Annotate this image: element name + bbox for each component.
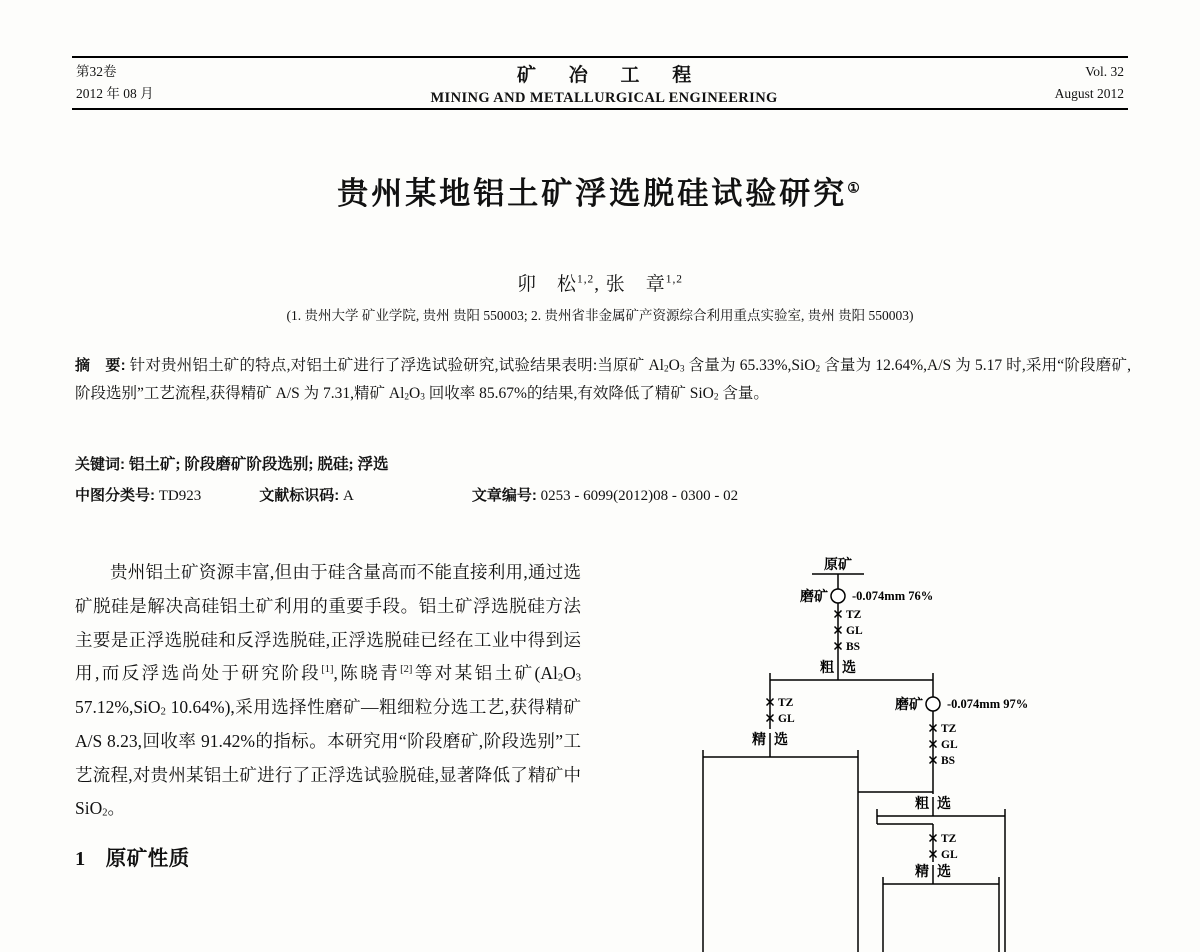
ball-mill-icon-1 [831, 589, 845, 603]
reagent-label: BS [941, 755, 956, 767]
body-left-column [75, 556, 581, 880]
reagent-label: TZ [778, 697, 794, 709]
section-1-heading [75, 840, 581, 880]
raw-ore-label: 原矿 [824, 558, 852, 573]
masthead-center [154, 60, 1055, 107]
cleaner-1-label: 精选 [752, 733, 796, 748]
masthead-left [76, 61, 154, 106]
journal-title-en: MINING AND METALLURGICAL ENGINEERING [430, 89, 778, 106]
title-footnote-mark: ① [847, 181, 863, 197]
abstract-label: 摘 要: [75, 357, 126, 374]
section-1-title: 原矿性质 [105, 848, 190, 871]
reagent-label: GL [846, 625, 863, 637]
reagent-label: TZ [846, 609, 862, 621]
reagent-label: GL [941, 739, 958, 751]
grinding-1-label: 磨矿 [800, 590, 828, 605]
keywords-line [75, 452, 1131, 474]
clc-pair [75, 484, 201, 505]
reagent-label: TZ [941, 723, 957, 735]
grinding-2-fineness: -0.074mm 97% [947, 697, 1029, 711]
cleaner-2-label: 精选 [915, 865, 959, 880]
keywords-text: 铝土矿; 阶段磨矿阶段选别; 脱硅; 浮选 [128, 456, 389, 473]
clc-value: TD923 [158, 488, 202, 504]
doc-code-value: A [343, 488, 354, 504]
article-title [0, 168, 1200, 213]
authors-line: 卯 松$^{1,2}$, 张 章$^{1,2}$ [516, 273, 684, 295]
reagent-label: GL [778, 713, 795, 725]
journal-masthead [72, 56, 1128, 110]
article-title-text: 贵州某地铝土矿浮选脱硅试验研究 [337, 176, 848, 211]
date-en: August 2012 [1054, 86, 1124, 101]
reagent-label: GL [941, 849, 958, 861]
grinding-1-fineness: -0.074mm 76% [852, 589, 934, 603]
doc-code-label: 文献标识码: [259, 487, 340, 504]
rougher-2-label: 粗选 [915, 797, 959, 812]
affiliation-line: (1. 贵州大学 矿业学院, 贵州 贵阳 550003; 2. 贵州省非金属矿产资源综合利用重点实验室, 贵州 贵阳 550003) [286, 308, 914, 323]
keywords-label: 关键词: [75, 456, 125, 473]
abstract-block [75, 352, 1131, 408]
masthead-right [1055, 61, 1124, 106]
flowsheet-diagram [640, 552, 1160, 952]
ball-mill-icon-2 [926, 697, 940, 711]
doc-code-pair [259, 484, 354, 505]
clc-label: 中图分类号: [75, 487, 155, 504]
article-id-value: 0253 - 6099(2012)08 - 0300 - 02 [540, 488, 739, 504]
classification-line [75, 484, 1131, 505]
date-cn: 2012 年 08 月 [76, 86, 154, 101]
reagent-label: BS [846, 641, 861, 653]
volume-cn: 第32卷 [76, 63, 117, 79]
abstract-text: 针对贵州铝土矿的特点,对铝土矿进行了浮选试验研究,试验结果表明:当原矿 $Al_2O_3$ 含量为 65.33%,SiO$_2$ 含量为 12.64%,A/S 为 5.17 时,采用“阶段磨矿,阶段选别”工艺流程,获得精矿 A/S 为 7.31,精矿 $Al_2O_3$ 回收率 85.67%的结果,有效降低了精矿 SiO$_2$ 含量。 [75, 357, 1132, 403]
article-id-pair [472, 484, 738, 505]
rougher-1-label: 粗选 [820, 661, 864, 676]
article-id-label: 文章编号: [471, 487, 537, 504]
reagent-label: TZ [941, 833, 957, 845]
volume-en: Vol. 32 [1085, 63, 1124, 79]
section-1-number: 1 [75, 848, 86, 871]
grinding-2-label: 磨矿 [895, 698, 923, 713]
intro-paragraph: 贵州铝土矿资源丰富,但由于硅含量高而不能直接利用,通过选矿脱硅是解决高硅铝土矿利用的重要手段。铝土矿浮选脱硅方法主要是正浮选脱硅和反浮选脱硅,正浮选脱硅已经在工业中得到运用,而反浮选尚处于研究阶段[1],陈晓青[2]等对某铝土矿($Al_2O_3$ 57.12%,SiO$_2$ 10.64%),采用选择性磨矿—粗细粒分选工艺,获得精矿 A/S 8.23,回收率 91.42%的指标。本研究用“阶段磨矿,阶段选别”工艺流程,对贵州某铝土矿进行了正浮选试验脱硅,显著降低了精矿中SiO$_2$。 [75, 562, 582, 819]
journal-title-cn: 矿 冶 工 程 [516, 64, 706, 86]
